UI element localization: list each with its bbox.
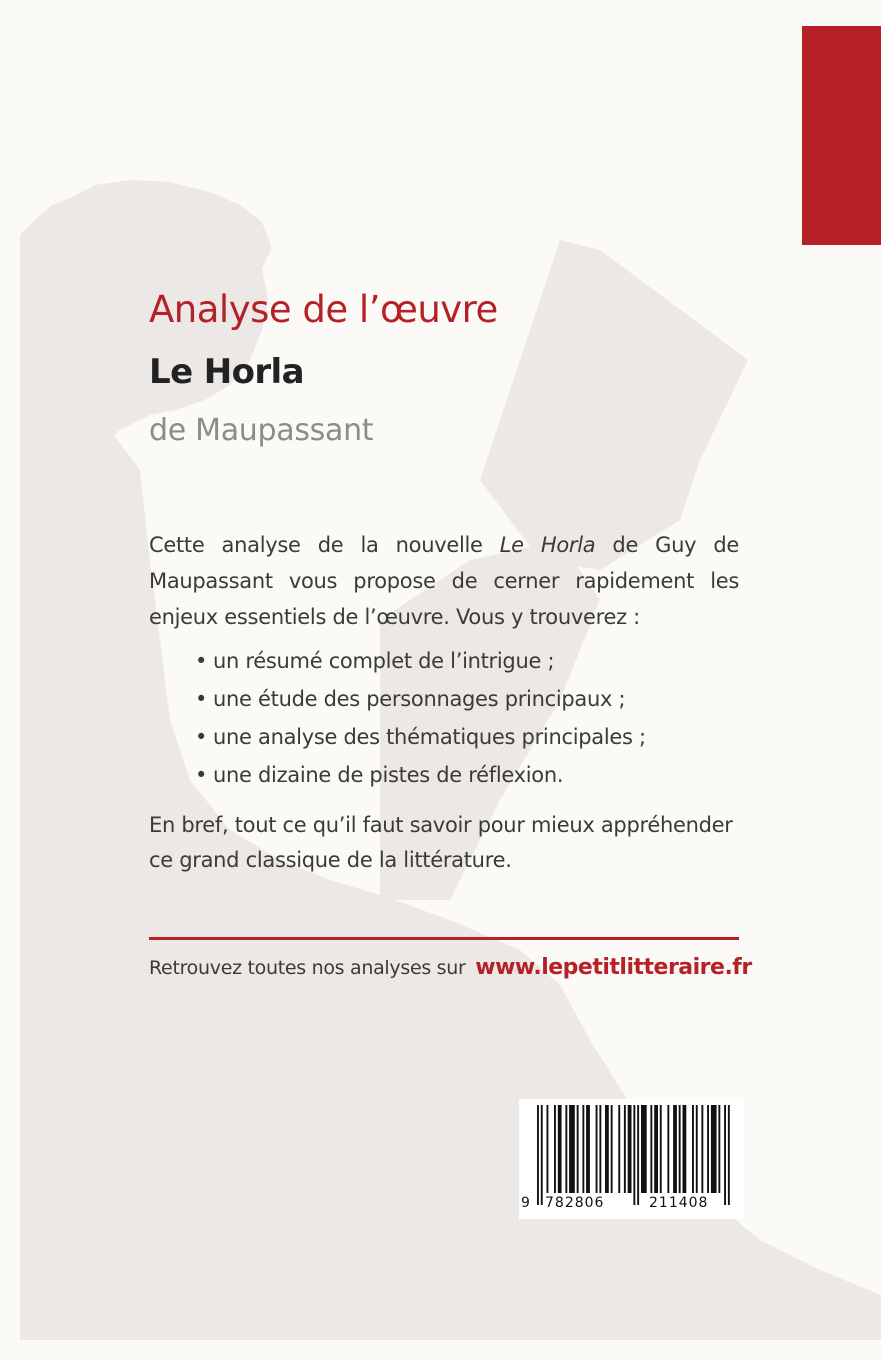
isbn-first-digit: 9 [521,1195,531,1211]
list-item-text: une dizaine de pistes de réflexion. [213,763,564,787]
intro-work-title: Le Horla [499,533,596,557]
isbn-right-group: 211408 [649,1195,709,1211]
isbn-barcode [519,1099,744,1219]
isbn-left-group: 782806 [545,1195,605,1211]
intro-paragraph [149,527,739,635]
series-label: Analyse de l’œuvre [149,288,498,331]
bullet-icon: • [195,649,208,673]
footer-line [149,955,752,980]
author-line: de Maupassant [149,413,374,448]
bullet-icon: • [195,763,208,787]
list-item-text: une analyse des thématiques principales ; [213,725,646,749]
website-link[interactable]: www.lepetitlitteraire.fr [475,955,752,980]
bullet-icon: • [195,725,208,749]
book-title: Le Horla [149,352,304,392]
conclusion-paragraph: En bref, tout ce qu’il faut savoir pour mieux appréhender ce grand classique de la littérature. [149,813,733,872]
list-item-text: une étude des personnages principaux ; [213,687,626,711]
feature-list [195,642,646,794]
footer-text: Retrouvez toutes nos analyses sur [149,957,466,979]
list-item [195,756,646,794]
red-corner-tab [802,26,881,245]
intro-text-end: de Guy de Maupassant vous propose de cerner rapidement les enjeux essentiels de l’œuvre. Vous y trouverez : [149,533,739,629]
barcode-bars [519,1099,744,1209]
bullet-icon: • [195,687,208,711]
intro-text-start: Cette analyse de la nouvelle [149,533,500,557]
list-item-text: un résumé complet de l’intrigue ; [213,649,555,673]
red-divider [149,937,739,940]
list-item [195,642,646,680]
list-item [195,718,646,756]
list-item [195,680,646,718]
